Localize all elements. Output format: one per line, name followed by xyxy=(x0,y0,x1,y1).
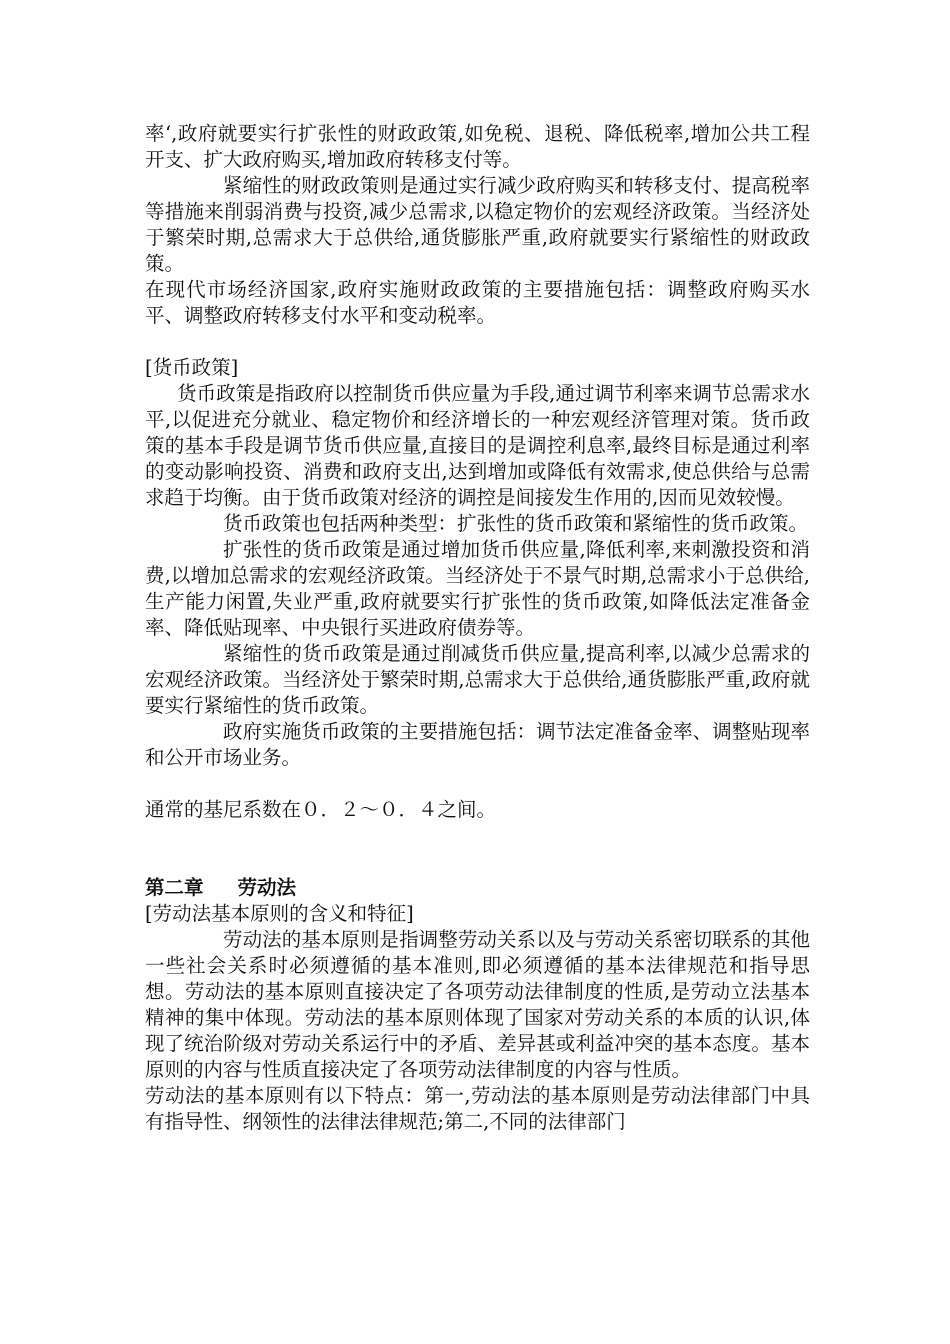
spacer xyxy=(145,823,810,875)
chapter-heading xyxy=(145,875,810,901)
paragraph-monetary-definition: 货币政策是指政府以控制货币供应量为手段,通过调节利率来调节总需求水平,以促进充分就业、稳定物价和经济增长的一种宏观经济管理对策。货币政策的基本手段是调节货币供应量,直接目的是调控利息率,最终目标是通过利率的变动影响投资、消费和政府支出,达到增加或降低有效需求,使总供给与总需求趋于均衡。由于货币政策对经济的调控是间接发生作用的,因而见效较慢。 xyxy=(145,382,810,509)
paragraph-fiscal-expansion: 率‘,政府就要实行扩张性的财政政策,如免税、退税、降低税率,增加公共工程开支、扩大政府购买,增加政府转移支付等。 xyxy=(145,122,810,171)
paragraph-monetary-expansion: 扩张性的货币政策是通过增加货币供应量,降低利率,来刺激投资和消费,以增加总需求的宏观经济政策。当经济处于不景气时期,总需求小于总供给,生产能力闲置,失业严重,政府就要实行扩张性的货币政策,如降低法定准备金率、降低贴现率、中央银行买进政府债券等。 xyxy=(145,538,810,639)
paragraph-fiscal-contraction: 紧缩性的财政政策则是通过实行减少政府购买和转移支付、提高税率等措施来削弱消费与投资,减少总需求,以稳定物价的宏观经济政策。当经济处于繁荣时期,总需求大于总供给,通货膨胀严重,政府就要实行紧缩性的财政政策。 xyxy=(145,174,810,275)
chapter-title: 劳动法 xyxy=(237,876,297,899)
paragraph-labor-features: 劳动法的基本原则有以下特点：第一,劳动法的基本原则是劳动法律部门中具有指导性、纲领性的法律法律规范;第二,不同的法律部门 xyxy=(145,1084,810,1133)
paragraph-monetary-contraction: 紧缩性的货币政策是通过削减货币供应量,提高利率,以减少总需求的宏观经济政策。当经济处于繁荣时期,总需求大于总供给,通货膨胀严重,政府就要实行紧缩性的货币政策。 xyxy=(145,642,810,717)
paragraph-gini: 通常的基尼系数在０．２～０．４之间。 xyxy=(145,798,497,821)
section-heading-monetary: [货币政策] xyxy=(145,356,239,379)
paragraph-labor-principles: 劳动法的基本原则是指调整劳动关系以及与劳动关系密切联系的其他一些社会关系时必须遵循的基本准则,即必须遵循的基本法律规范和指导思想。劳动法的基本原则直接决定了各项劳动法律制度的性质,是劳动立法基本精神的集中体现。劳动法的基本原则体现了国家对劳动关系的本质的认识,体现了统治阶级对劳动关系运行中的矛盾、差异甚或利益冲突的基本态度。基本原则的内容与性质直接决定了各项劳动法律制度的内容与性质。 xyxy=(145,928,810,1081)
chapter-number: 第二章 xyxy=(145,876,204,899)
document-page xyxy=(145,121,810,1135)
spacer xyxy=(145,771,810,797)
spacer xyxy=(145,329,810,355)
paragraph-monetary-types: 货币政策也包括两种类型：扩张性的货币政策和紧缩性的货币政策。 xyxy=(223,512,809,535)
paragraph-fiscal-measures: 在现代市场经济国家,政府实施财政政策的主要措施包括：调整政府购买水平、调整政府转移支付水平和变动税率。 xyxy=(145,278,810,327)
paragraph-monetary-measures: 政府实施货币政策的主要措施包括：调节法定准备金率、调整贴现率和公开市场业务。 xyxy=(145,720,810,769)
section-heading-labor: [劳动法基本原则的含义和特征] xyxy=(145,902,414,925)
